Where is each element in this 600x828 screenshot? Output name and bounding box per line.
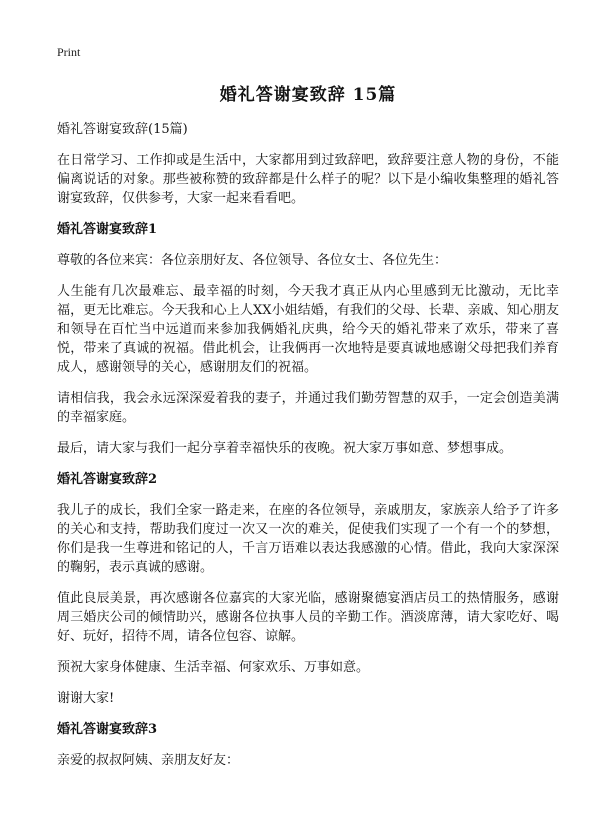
section-heading-3: 婚礼答谢宴致辞3	[57, 722, 158, 737]
section-1-paragraph-1: 尊敬的各位来宾：各位亲朋好友、各位领导、各位女士、各位先生：	[57, 253, 448, 268]
section-1-paragraph-3: 请相信我，我会永远深深爱着我的妻子，并通过我们勤劳智慧的双手，一定会创造美满的幸福家庭。	[57, 391, 559, 425]
section-heading-2: 婚礼答谢宴致辞2	[57, 472, 158, 487]
document-subtitle: 婚礼答谢宴致辞(15篇)	[57, 122, 188, 137]
section-heading-1: 婚礼答谢宴致辞1	[57, 222, 158, 237]
section-2-paragraph-4: 谢谢大家!	[57, 691, 115, 706]
section-3-paragraph-1: 亲爱的叔叔阿姨、亲朋友好友：	[57, 753, 240, 768]
intro-paragraph: 在日常学习、工作抑或是生活中，大家都用到过致辞吧，致辞要注意人物的身份，不能偏离说话的对象。那些被称赞的致辞都是什么样子的呢？以下是小编收集整理的婚礼答谢宴致辞，仅供参考，大家一起来看看吧。	[57, 153, 559, 206]
section-2-paragraph-1: 我儿子的成长，我们全家一路走来，在座的各位领导，亲戚朋友，家族亲人给予了许多的关心和支持，帮助我们度过一次又一次的难关，促使我们实现了一个有一个的梦想，你们是我一生尊进和铭记的人，千言万语难以表达我感激的心情。借此，我向大家深深的鞠躬，表示真诚的感谢。	[57, 503, 559, 575]
section-2-paragraph-2: 值此良辰美景，再次感谢各位嘉宾的大家光临，感谢聚德宴酒店员工的热情服务，感谢周三婚庆公司的倾情助兴，感谢各位执事人员的辛勤工作。酒淡席薄，请大家吃好、喝好、玩好，招待不周，请各位包容、谅解。	[57, 591, 559, 644]
section-1-paragraph-4: 最后，请大家与我们一起分享着幸福快乐的夜晚。祝大家万事如意、梦想事成。	[57, 441, 513, 456]
document-body	[57, 120, 559, 782]
section-1-paragraph-2: 人生能有几次最难忘、最幸福的时刻，今天我才真正从内心里感到无比激动，无比幸福，更无比难忘。今天我和心上人XX小姐结婚，有我们的父母、长辈、亲戚、知心朋友和领导在百忙当中远道而来参加我俩婚礼庆典，给今天的婚礼带来了欢乐，带来了喜悦，带来了真诚的祝福。借此机会，让我俩再一次地特是要真诚地感谢父母把我们养育成人，感谢领导的关心，感谢朋友们的祝福。	[57, 284, 559, 375]
page-title: 婚礼答谢宴致辞 15篇	[219, 85, 397, 105]
print-link[interactable]: Print	[57, 45, 81, 59]
section-2-paragraph-3: 预祝大家身体健康、生活幸福、何家欢乐、万事如意。	[57, 660, 370, 675]
